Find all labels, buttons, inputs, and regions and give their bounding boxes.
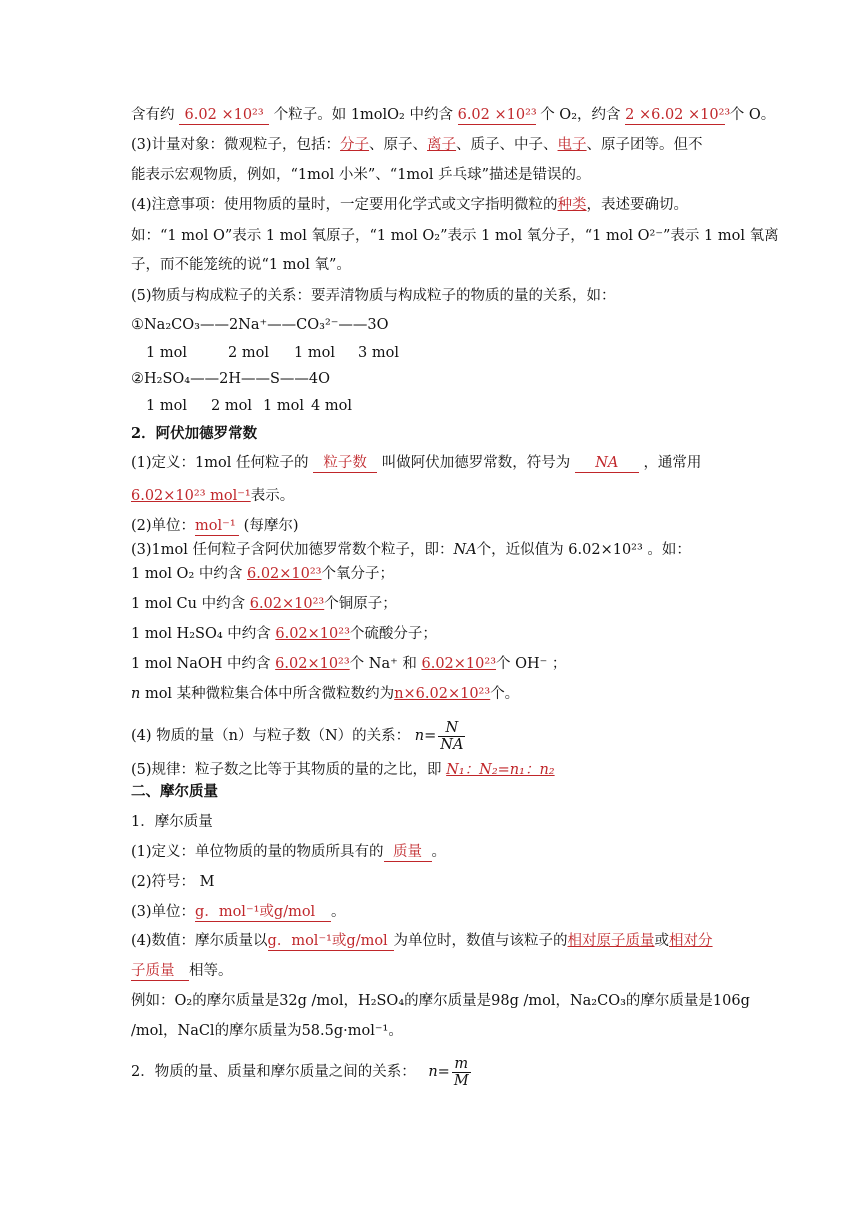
mol-value: 2 mol [211,398,252,414]
text-line [131,516,298,536]
text-line [131,226,779,246]
text: 如：“1 mol O”表示 1 mol 氧原子，“1 mol O₂”表示 1 mol 氧分子，“1 mol O²⁻”表示 1 mol 氧离 [131,228,779,244]
text: (2)符号： M [131,874,215,890]
text: 个 O₂，约含 [540,107,621,123]
text: ，表述要确切。 [586,197,689,213]
mol-value: 1 mol [146,398,187,414]
text: (4)数值：摩尔质量以 [131,933,268,949]
subheading [131,812,213,832]
text-line [131,842,446,862]
text-line [131,564,394,584]
symbol: NA [453,542,477,558]
text: 个 O。 [729,107,776,123]
answer-text: 离子 [427,137,457,153]
text: 子，而不能笼统的说“1 mol 氧”。 [131,257,351,273]
mol-value: 3 mol [358,345,399,361]
text: 为单位时，数值与该粒子的 [393,933,568,949]
text: 叫做阿伏加德罗常数，符号为 [381,455,571,471]
answer-blank: 2 ×6.02 ×10²³ [625,107,731,123]
text-line [131,961,233,981]
heading-text: 二、摩尔质量 [131,783,218,800]
text: 能表示宏观物质，例如，“1mol 小米”、“1mol 乒乓球”描述是错误的。 [131,167,591,183]
answer-blank: g．mol⁻¹或g/mol [195,903,331,922]
text-line [131,453,701,473]
text-line [131,540,691,560]
text: 或 [654,933,670,949]
text: 。 [431,844,447,860]
answer-blank: 粒子数 [313,454,377,473]
text-line [131,654,566,674]
text: 1 mol O₂ 中约含 [131,566,243,582]
text: 2．物质的量、质量和摩尔质量之间的关系： [131,1064,416,1080]
text: (3)1mol 任何粒子含阿伏加德罗常数个粒子，即： [131,542,454,558]
answer-blank: NA [575,454,639,473]
answer-text: 相对原子质量 [567,933,655,949]
answer-blank: mol⁻¹ [195,517,239,536]
text-line [131,594,397,614]
text: ②H₂SO₄——2H——S——4O [131,371,331,387]
answer-text: 6.02×10²³ [246,566,322,582]
text-line [131,1021,403,1041]
fraction-numerator: m [452,1056,471,1073]
text: 个 OH⁻ ； [496,656,567,672]
text: 例如：O₂的摩尔质量是32g /mol，H₂SO₄的摩尔质量是98g /mol，Na₂CO₃的摩尔质量是106g [131,993,750,1009]
text-line [131,760,555,780]
text: 1 mol NaOH 中约含 [131,656,271,672]
answer-blank: 6.02 ×10²³ [179,106,269,125]
text-line [131,286,616,306]
answer-blank: g．mol⁻¹或g/mol [268,932,394,951]
text-line [131,991,750,1011]
text-line [131,872,215,892]
fraction-denominator: NA [440,736,464,753]
answer-text: 6.02×10²³ mol⁻¹ [131,488,251,504]
text: 、原子团等。但不 [586,137,703,153]
text: 1 mol H₂SO₄ 中约含 [131,626,271,642]
text-line [131,255,351,275]
text-line [131,195,688,215]
text: 相等。 [189,963,233,979]
fraction-denominator: M [453,1072,469,1089]
section-heading [131,782,218,802]
text: (3)单位： [131,904,196,920]
text: /mol，NaCl的摩尔质量为58.5g·mol⁻¹。 [131,1023,403,1039]
fraction [452,1056,471,1089]
formula-line [131,1054,471,1090]
text: (1)定义：单位物质的量的物质所具有的 [131,844,384,860]
answer-text: n×6.02×10²³ [394,686,491,702]
answer-text: 6.02×10²³ [275,626,350,642]
fraction [438,720,465,753]
text: (2)单位： [131,518,196,534]
symbol: n [131,686,141,702]
text: mol 某种微粒集合体中所含微粒数约为 [144,686,395,702]
text: 个 Na⁺ 和 [349,656,417,672]
answer-text: 6.02×10²³ [275,656,350,672]
text: (1)定义：1mol 任何粒子的 [131,455,309,471]
text: 个铜原子； [324,596,397,612]
mol-value: 1 mol [146,345,187,361]
equation-line [131,369,330,389]
text: (4)注意事项：使用物质的量时，一定要用化学式或文字指明微粒的 [131,197,558,213]
mol-value: 2 mol [228,345,269,361]
text: (3)计量对象：微观粒子，包括： [131,137,341,153]
answer-text: 种类 [557,197,587,213]
text-line [131,165,591,185]
text: 表示。 [250,488,295,504]
text: (4) 物质的量（n）与粒子数（N）的关系： [131,728,411,744]
equation-line [131,315,389,335]
formula-line [131,718,465,754]
text-line [131,684,519,704]
text: (5)规律：粒子数之比等于其物质的量的之比，即 [131,762,442,778]
mol-row [146,343,399,363]
text: (每摩尔) [243,518,299,534]
answer-text: 6.02×10²³ [421,656,497,672]
text: 、原子、 [369,137,428,153]
text-line [131,486,294,506]
answer-blank: 质量 [384,843,432,862]
answer-blank: 子质量 [131,962,189,981]
answer-text: N₁：N₂=n₁：n₂ [446,762,555,778]
answer-text: 相对分 [669,933,713,949]
text-line [131,105,775,125]
mol-value: 1 mol [263,398,304,414]
text-line [131,135,703,155]
text: 个，近似值为 6.02×10²³ 。如： [476,542,691,558]
answer-text: 6.02×10²³ [249,596,325,612]
answer-blank: 6.02 ×10²³ [457,107,537,123]
section-heading [131,424,257,444]
text: 1．摩尔质量 [131,814,213,830]
text: ①Na₂CO₃——2Na⁺——CO₃²⁻——3O [131,317,389,333]
text: 个氧分子； [321,566,394,582]
mol-value: 1 mol [294,345,335,361]
answer-text: 分子 [340,137,370,153]
answer-text: 电子 [557,137,587,153]
formula-lhs: n= [428,1064,450,1080]
text-line [131,902,346,922]
text-line [131,624,437,644]
text: ，通常用 [643,455,702,471]
mol-row [146,396,352,416]
mol-value: 4 mol [311,398,352,414]
text: 个粒子。如 1molO₂ 中约含 [273,107,453,123]
text: 个硫酸分子； [349,626,437,642]
text: 。 [331,904,346,920]
text: (5)物质与构成粒子的关系：要弄清物质与构成粒子的物质的量的关系，如： [131,288,616,304]
text: 个。 [490,686,520,702]
text-line [131,931,713,951]
fraction-numerator: N [438,720,465,737]
text: 1 mol Cu 中约含 [131,596,246,612]
formula-lhs: n= [414,728,437,744]
text: 含有约 [131,107,175,123]
text: 、质子、中子、 [456,137,558,153]
heading-text: 2．阿伏加德罗常数 [131,425,258,442]
